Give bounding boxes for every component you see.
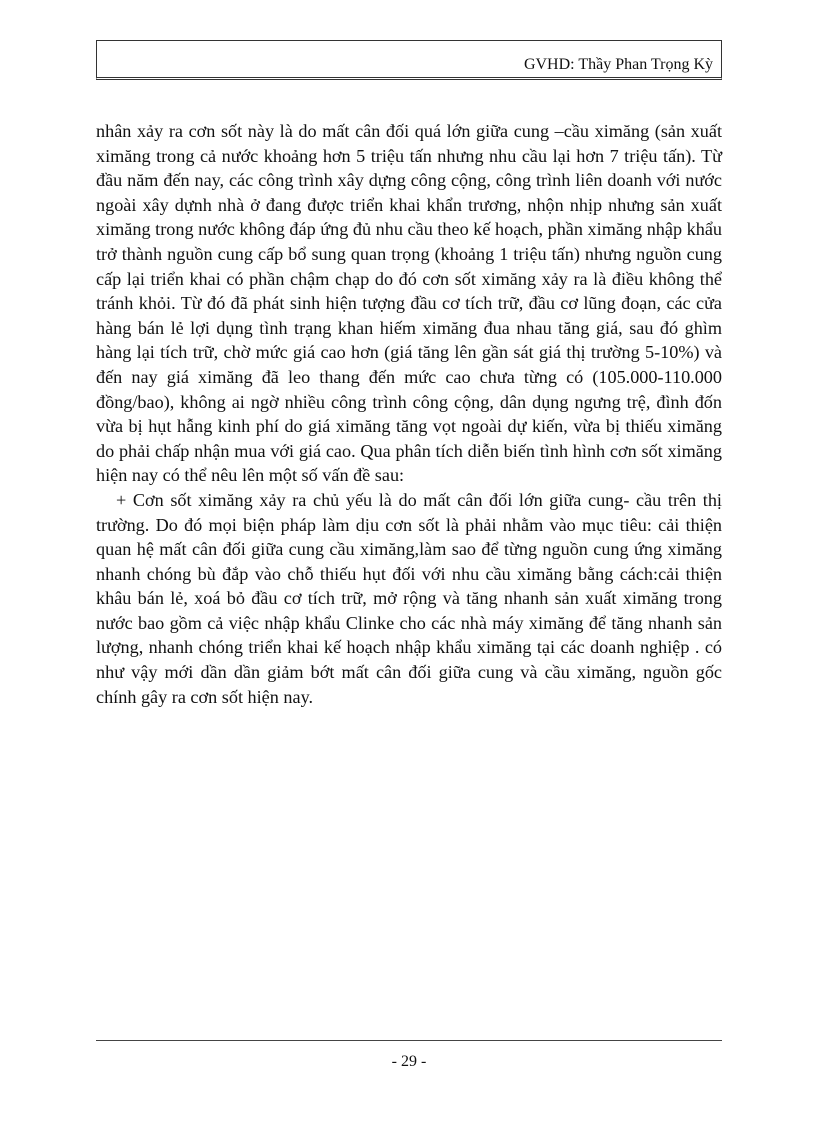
body-paragraph: + Cơn sốt ximăng xảy ra chủ yếu là do mất cân đối lớn giữa cung- cầu trên thị trường. Do đó mọi biện pháp làm dịu cơn sốt là phải nhằm vào mục tiêu: cải thiện quan hệ mất cân đối giữa cung cầu ximăng,làm sao để từng nguồn cung ứng ximăng nhanh chóng bù đắp vào chỗ thiếu hụt đối với nhu cầu ximăng bằng cách:cải thiện khâu bán lẻ, xoá bỏ đầu cơ tích trữ, mở rộng và tăng nhanh sản xuất ximăng trong nước bao gồm cả việc nhập khẩu Clinke cho các nhà máy ximăng để tăng nhanh sản lượng, nhanh chóng triển khai kế hoạch nhập khẩu ximăng tại các doanh nghiệp . có như vậy mới dần dần giảm bớt mất cân đối giữa cung và cầu ximăng, nguồn gốc chính gây ra cơn sốt hiện nay. bbox=[96, 489, 722, 707]
page-header bbox=[96, 40, 722, 80]
body-paragraph: nhân xảy ra cơn sốt này là do mất cân đối quá lớn giữa cung –cầu ximăng (sản xuất ximăng trong cả nước khoảng hơn 5 triệu tấn nhưng nhu cầu lại hơn 7 triệu tấn). Từ đầu năm đến nay, các công trình xây dựng công cộng, công trình liên doanh với nước ngoài xây dựnh nhà ở đang được triển khai khẩn trương, nhộn nhịp nhưng sản xuất ximăng trong nước không đáp ứng đủ nhu cầu theo kế hoạch, phần ximăng nhập khẩu trở thành nguồn cung cấp bổ sung quan trọng (khoảng 1 triệu tấn) nhưng nguồn cung cấp lại triển khai có phần chậm chạp do đó cơn sốt ximăng xảy ra là điều không thể tránh khỏi. Từ đó đã phát sinh hiện tượng đầu cơ tích trữ, đầu cơ lũng đoạn, các cửa hàng bán lẻ lợi dụng tình trạng khan hiếm ximăng đua nhau tăng giá, sau đó ghìm hàng lại tích trữ, chờ mức giá cao hơn (giá tăng lên gần sát giá thị trường 5-10%) và đến nay giá ximăng đã leo thang đến mức cao chưa từng có (105.000-110.000 đồng/bao), không ai ngờ nhiều công trình công cộng, dân dụng ngưng trệ, đình đốn vừa bị hụt hẫng kinh phí do giá ximăng tăng vọt ngoài dự kiến, vừa bị thiếu ximăng do phải chấp nhận mua với giá cao. Qua phân tích diễn biến tình hình cơn sốt ximăng hiện nay có thể nêu lên một số vấn đề sau: bbox=[96, 121, 722, 486]
document-body bbox=[96, 119, 722, 709]
footer-divider bbox=[96, 1040, 722, 1041]
page-number: - 29 - bbox=[391, 1053, 427, 1070]
header-advisor-text: GVHD: Thầy Phan Trọng Kỳ bbox=[523, 56, 713, 73]
